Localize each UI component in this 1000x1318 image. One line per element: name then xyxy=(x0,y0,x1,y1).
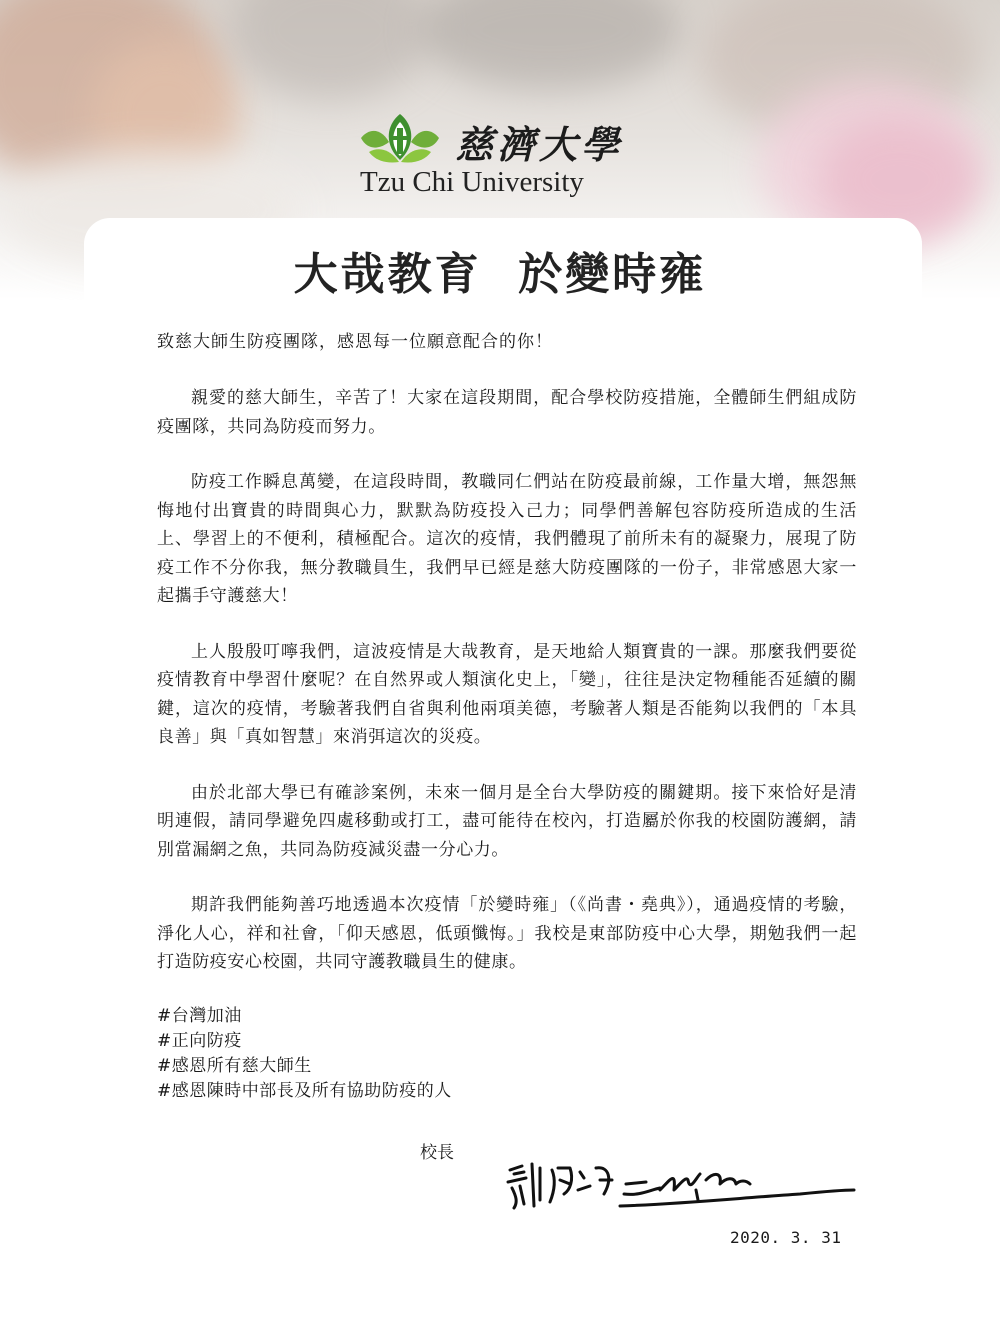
signature-name xyxy=(500,1150,503,1151)
hashtag-list xyxy=(157,1004,857,1104)
paragraph: 上人殷殷叮嚀我們，這波疫情是大哉教育，是天地給人類寶貴的一課。那麼我們要從疫情教育中學習什麼呢？在自然界或人類演化史上，「變」，往往是決定物種能否延續的關鍵，這次的疫情，考驗著我們自省與利他兩項美德，考驗著人類是否能夠以我們的「本具良善」與「真如智慧」來消弭這次的災疫。 xyxy=(157,641,857,747)
tzu-chi-emblem-icon xyxy=(355,108,445,168)
banner-photo-blur xyxy=(420,0,680,90)
hashtag: #正向防疫 xyxy=(157,1030,242,1051)
greeting: 致慈大師生防疫團隊，感恩每一位願意配合的你！ xyxy=(157,332,553,352)
page-title: 大哉教育 於變時雍 xyxy=(293,249,707,300)
letter-body xyxy=(157,328,857,1104)
hashtag: #感恩陳時中部長及所有協助防疫的人 xyxy=(157,1080,452,1101)
university-logo xyxy=(355,108,635,168)
banner-photo-blur xyxy=(230,0,430,100)
signature-icon xyxy=(500,1150,860,1220)
hashtag: #感恩所有慈大師生 xyxy=(157,1055,312,1076)
paragraph: 由於北部大學已有確診案例，未來一個月是全台大學防疫的關鍵期。接下來恰好是清明連假，請同學避免四處移動或打工，盡可能待在校內，打造屬於你我的校園防護網，請別當漏網之魚，共同為防疫減災盡一分心力。 xyxy=(157,782,857,860)
handwritten-signature xyxy=(500,1150,860,1220)
letter-date: 2020. 3. 31 xyxy=(730,1228,842,1247)
paragraph: 防疫工作瞬息萬變，在這段時間，教職同仁們站在防疫最前線，工作量大增，無怨無悔地付出寶貴的時間與心力，默默為防疫投入己力；同學們善解包容防疫所造成的生活上、學習上的不便利，積極配合。這次的疫情，我們體現了前所未有的凝聚力，展現了防疫工作不分你我，無分教職員生，我們早已經是慈大防疫團隊的一份子，非常感恩大家一起攜手守護慈大！ xyxy=(157,472,857,606)
signer-role: 校長 xyxy=(420,1143,454,1163)
logo-english-name: Tzu Chi University xyxy=(360,166,584,198)
hashtag: #台灣加油 xyxy=(157,1005,242,1026)
paragraph: 期許我們能夠善巧地透過本次疫情「於變時雍」（《尚書・堯典》），通過疫情的考驗，淨化人心，祥和社會，「仰天感恩，低頭懺悔。」我校是東部防疫中心大學，期勉我們一起打造防疫安心校園，共同守護教職員生的健康。 xyxy=(157,895,857,972)
paragraph: 親愛的慈大師生，辛苦了！大家在這段期間，配合學校防疫措施，全體師生們組成防疫團隊，共同為防疫而努力。 xyxy=(157,388,857,437)
logo-chinese-name: 慈濟大學 xyxy=(455,122,624,167)
